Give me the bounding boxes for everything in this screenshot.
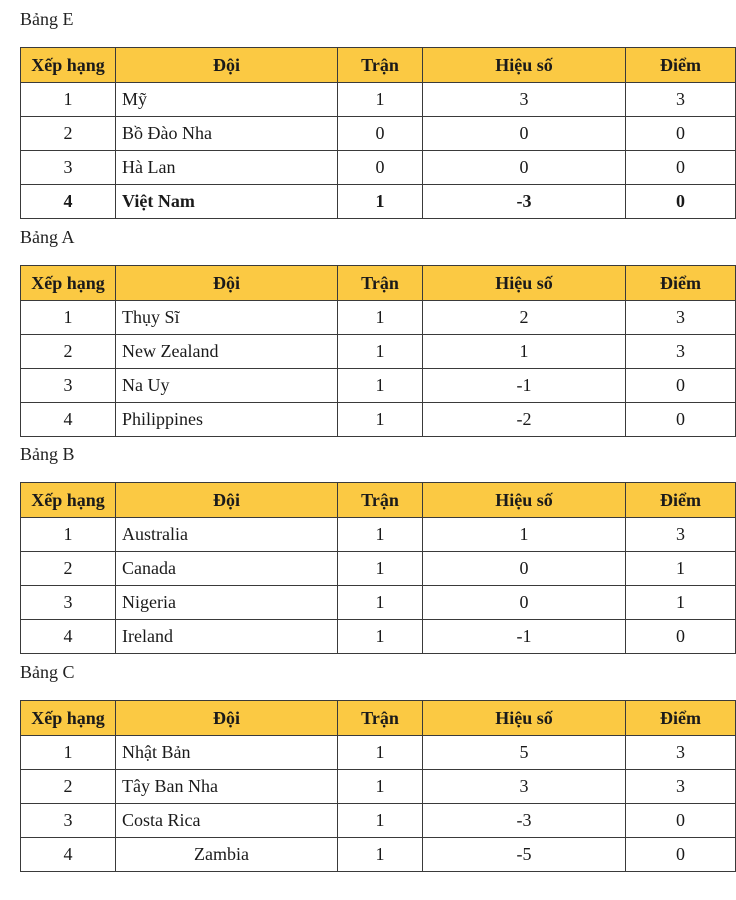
rank-cell: 3: [21, 804, 116, 838]
points-cell: 3: [626, 301, 736, 335]
points-cell: 3: [626, 770, 736, 804]
table-row: [21, 804, 736, 838]
column-header-rank: Xếp hạng: [21, 701, 116, 736]
rank-cell: 3: [21, 151, 116, 185]
table-row: [21, 83, 736, 117]
team-cell: Costa Rica: [116, 804, 338, 838]
played-cell: 1: [338, 838, 423, 872]
played-cell: 1: [338, 552, 423, 586]
played-cell: 1: [338, 620, 423, 654]
played-cell: 1: [338, 770, 423, 804]
column-header-played: Trận: [338, 48, 423, 83]
points-cell: 0: [626, 151, 736, 185]
points-cell: 1: [626, 586, 736, 620]
played-cell: 1: [338, 185, 423, 219]
rank-cell: 1: [21, 736, 116, 770]
points-cell: 0: [626, 804, 736, 838]
points-cell: 0: [626, 185, 736, 219]
rank-cell: 4: [21, 838, 116, 872]
rank-cell: 2: [21, 770, 116, 804]
column-header-points: Điểm: [626, 48, 736, 83]
rank-cell: 4: [21, 403, 116, 437]
goal-diff-cell: 0: [423, 586, 626, 620]
column-header-team: Đội: [116, 701, 338, 736]
group-title: Bảng C: [20, 662, 75, 682]
table-row: [21, 552, 736, 586]
table-row: [21, 151, 736, 185]
points-cell: 0: [626, 838, 736, 872]
table-row: [21, 301, 736, 335]
team-cell: Hà Lan: [116, 151, 338, 185]
column-header-rank: Xếp hạng: [21, 48, 116, 83]
column-header-points: Điểm: [626, 701, 736, 736]
played-cell: 1: [338, 586, 423, 620]
goal-diff-cell: 3: [423, 770, 626, 804]
points-cell: 3: [626, 736, 736, 770]
points-cell: 0: [626, 117, 736, 151]
table-row: [21, 838, 736, 872]
column-header-played: Trận: [338, 701, 423, 736]
table-row: [21, 369, 736, 403]
played-cell: 1: [338, 301, 423, 335]
rank-cell: 4: [21, 185, 116, 219]
header-row: [21, 483, 736, 518]
team-cell: Nhật Bản: [116, 736, 338, 770]
rank-cell: 2: [21, 335, 116, 369]
column-header-goal-diff: Hiệu số: [423, 483, 626, 518]
played-cell: 1: [338, 335, 423, 369]
team-cell: Australia: [116, 518, 338, 552]
points-cell: 3: [626, 518, 736, 552]
table-row: [21, 620, 736, 654]
rank-cell: 3: [21, 369, 116, 403]
team-cell: Mỹ: [116, 83, 338, 117]
goal-diff-cell: 1: [423, 518, 626, 552]
group-title: Bảng B: [20, 444, 75, 464]
column-header-points: Điểm: [626, 266, 736, 301]
played-cell: 1: [338, 83, 423, 117]
table-row: [21, 518, 736, 552]
header-row: [21, 701, 736, 736]
team-cell: Zambia: [116, 838, 338, 872]
played-cell: 1: [338, 403, 423, 437]
table-row: [21, 770, 736, 804]
column-header-team: Đội: [116, 266, 338, 301]
table-row: [21, 403, 736, 437]
table-row: [21, 117, 736, 151]
column-header-goal-diff: Hiệu số: [423, 701, 626, 736]
goal-diff-cell: 0: [423, 151, 626, 185]
played-cell: 1: [338, 518, 423, 552]
goal-diff-cell: -3: [423, 185, 626, 219]
points-cell: 1: [626, 552, 736, 586]
column-header-goal-diff: Hiệu số: [423, 48, 626, 83]
column-header-goal-diff: Hiệu số: [423, 266, 626, 301]
column-header-points: Điểm: [626, 483, 736, 518]
column-header-team: Đội: [116, 483, 338, 518]
group-title: Bảng E: [20, 9, 74, 29]
table-row: [21, 335, 736, 369]
rank-cell: 2: [21, 552, 116, 586]
points-cell: 0: [626, 620, 736, 654]
points-cell: 3: [626, 335, 736, 369]
column-header-played: Trận: [338, 266, 423, 301]
team-cell: Philippines: [116, 403, 338, 437]
team-cell: Thụy Sĩ: [116, 301, 338, 335]
team-cell: Canada: [116, 552, 338, 586]
played-cell: 0: [338, 151, 423, 185]
played-cell: 1: [338, 369, 423, 403]
goal-diff-cell: -5: [423, 838, 626, 872]
team-cell: Nigeria: [116, 586, 338, 620]
header-row: [21, 48, 736, 83]
rank-cell: 1: [21, 83, 116, 117]
goal-diff-cell: 3: [423, 83, 626, 117]
team-cell: Tây Ban Nha: [116, 770, 338, 804]
rank-cell: 1: [21, 518, 116, 552]
points-cell: 0: [626, 403, 736, 437]
column-header-rank: Xếp hạng: [21, 483, 116, 518]
goal-diff-cell: -1: [423, 369, 626, 403]
played-cell: 1: [338, 804, 423, 838]
team-cell: Ireland: [116, 620, 338, 654]
goal-diff-cell: -3: [423, 804, 626, 838]
rank-cell: 3: [21, 586, 116, 620]
goal-diff-cell: 1: [423, 335, 626, 369]
played-cell: 0: [338, 117, 423, 151]
rank-cell: 2: [21, 117, 116, 151]
column-header-rank: Xếp hạng: [21, 266, 116, 301]
goal-diff-cell: 0: [423, 117, 626, 151]
points-cell: 3: [626, 83, 736, 117]
standings-table: [20, 482, 736, 654]
table-row: [21, 586, 736, 620]
played-cell: 1: [338, 736, 423, 770]
team-cell: Bồ Đào Nha: [116, 117, 338, 151]
column-header-played: Trận: [338, 483, 423, 518]
group-title: Bảng A: [20, 227, 75, 247]
standings-table: [20, 47, 736, 219]
goal-diff-cell: -1: [423, 620, 626, 654]
standings-table: [20, 265, 736, 437]
standings-table: [20, 700, 736, 872]
header-row: [21, 266, 736, 301]
team-cell: New Zealand: [116, 335, 338, 369]
rank-cell: 1: [21, 301, 116, 335]
team-cell: Na Uy: [116, 369, 338, 403]
column-header-team: Đội: [116, 48, 338, 83]
goal-diff-cell: 2: [423, 301, 626, 335]
rank-cell: 4: [21, 620, 116, 654]
goal-diff-cell: -2: [423, 403, 626, 437]
team-cell: Việt Nam: [116, 185, 338, 219]
table-row: [21, 736, 736, 770]
goal-diff-cell: 0: [423, 552, 626, 586]
points-cell: 0: [626, 369, 736, 403]
goal-diff-cell: 5: [423, 736, 626, 770]
table-row-highlighted: [21, 185, 736, 219]
